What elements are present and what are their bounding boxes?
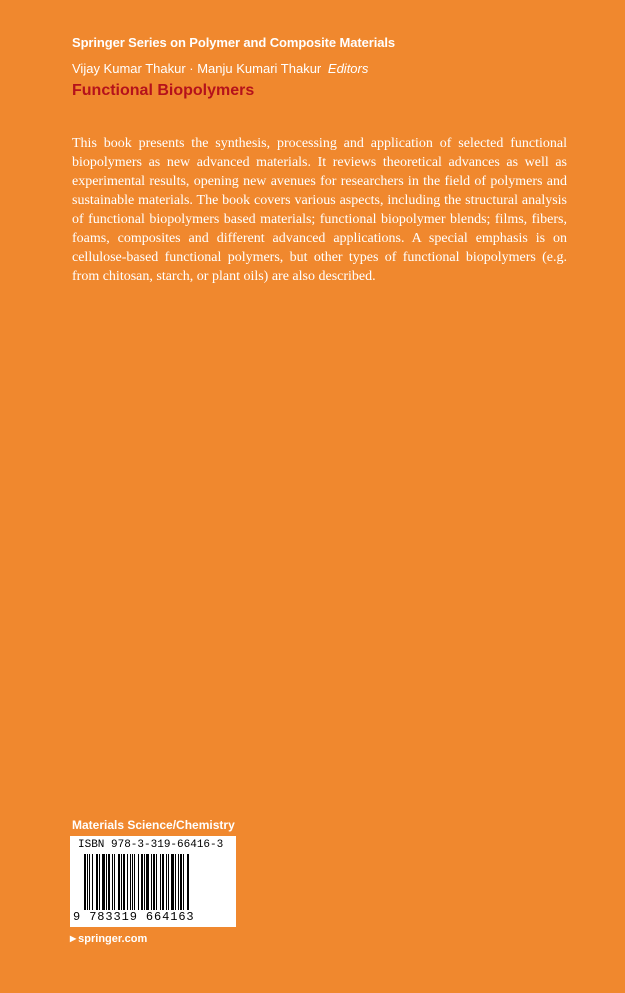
barcode-bar — [99, 854, 100, 910]
barcode-bar — [118, 854, 120, 910]
editor-names: Vijay Kumar Thakur · Manju Kumari Thakur — [72, 61, 322, 76]
barcode-bar — [151, 854, 152, 910]
barcode-bar — [92, 854, 93, 910]
subject-category: Materials Science/Chemistry — [72, 818, 235, 832]
barcode-bar — [166, 854, 167, 910]
barcode-bar — [132, 854, 133, 910]
barcode-bar — [178, 854, 179, 910]
book-title: Functional Biopolymers — [72, 82, 255, 99]
editors-line — [72, 61, 368, 76]
barcode-bar — [127, 854, 128, 910]
isbn-digits: 9 783319 664163 — [73, 910, 195, 924]
barcode-bar — [156, 854, 157, 910]
book-description: This book presents the synthesis, processing and application of selected functional biopolymers as new advanced materials. It reviews theoretical advances as well as experimental results, opening new avenues for researchers in the field of polymers and sustainable materials. The book covers various aspects, including the structural analysis of functional biopolymers based materials; functional biopolymer blends; films, fibers, foams, composites and different advanced applications. A special emphasis is on cellulose-based functional polymers, but other types of functional biopolymers (e.g. from chitosan, starch, or plant oils) are also described. — [72, 136, 567, 284]
website-label: springer.com — [78, 933, 148, 945]
barcode-bar — [160, 854, 161, 910]
barcode-bar — [108, 854, 110, 910]
arrow-right-icon: ▶ — [70, 934, 77, 943]
barcode-bar — [171, 854, 174, 910]
barcode-bar — [106, 854, 107, 910]
barcode-bar — [175, 854, 176, 910]
editors-role: Editors — [327, 61, 369, 76]
barcode-bar — [153, 854, 155, 910]
barcode-bar — [87, 854, 88, 910]
barcode-bar — [180, 854, 182, 910]
barcode-bar — [138, 854, 139, 910]
barcode-bar — [114, 854, 115, 910]
isbn-barcode — [70, 836, 236, 927]
barcode-bar — [102, 854, 105, 910]
barcode-bars — [84, 854, 224, 910]
barcode-bar — [121, 854, 122, 910]
barcode-bar — [89, 854, 90, 910]
barcode-bar — [141, 854, 143, 910]
barcode-bar — [84, 854, 86, 910]
barcode-bar — [96, 854, 98, 910]
barcode-bar — [146, 854, 149, 910]
barcode-bar — [187, 854, 189, 910]
barcode-bar — [168, 854, 169, 910]
barcode-bar — [162, 854, 164, 910]
series-name: Springer Series on Polymer and Composite Materials — [72, 35, 395, 50]
barcode-bar — [134, 854, 135, 910]
publisher-website[interactable] — [70, 933, 147, 945]
barcode-bar — [112, 854, 113, 910]
barcode-bar — [130, 854, 131, 910]
isbn-label: ISBN 978-3-319-66416-3 — [78, 839, 224, 851]
barcode-bar — [144, 854, 145, 910]
barcode-bar — [123, 854, 125, 910]
barcode-bar — [183, 854, 184, 910]
